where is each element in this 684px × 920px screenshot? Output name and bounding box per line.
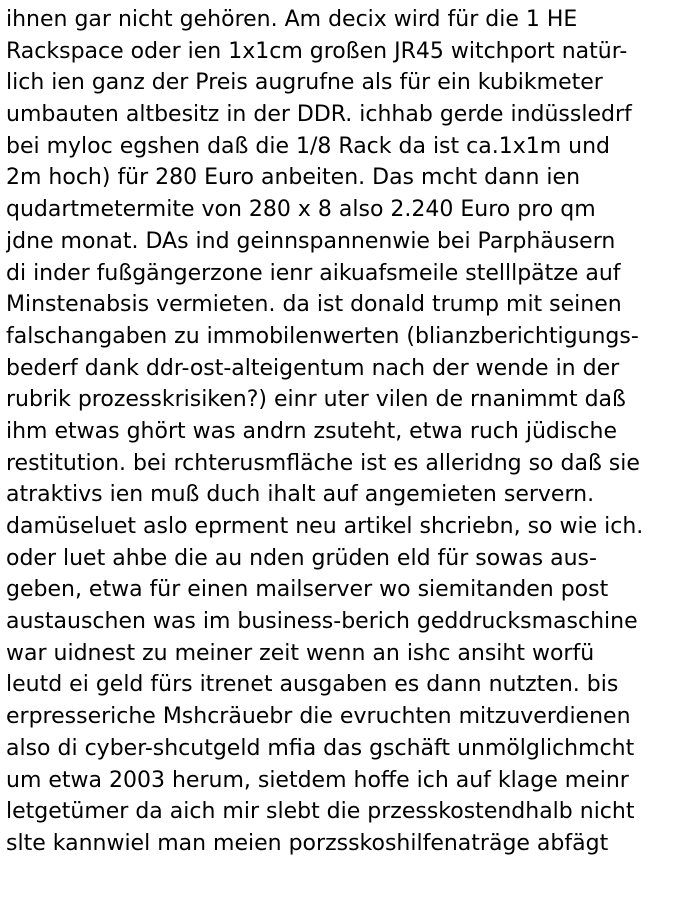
text-line: Rackspace oder ien 1x1cm großen JR45 witchport natür- [6, 38, 628, 64]
text-line: geben, etwa für einen mailserver wo siemitanden post [6, 577, 609, 603]
document-text [6, 4, 682, 860]
text-line: damüseluet aslo eprment neu artikel shcriebn, so wie ich. [6, 514, 644, 539]
text-line: also di cyber-shcutgeld mfia das gschäft unmölglichmcht [6, 735, 635, 761]
text-line: bederf dank ddr-ost-alteigentum nach der wende in der [6, 355, 620, 381]
text-line: di inder fußgängerzone ienr aikuafsmeile stelllpätze auf [6, 260, 621, 286]
text-line: rubrik prozesskrisiken?) einr uter vilen de rnanimmt daß [6, 387, 626, 413]
text-line: umbauten altbesitz in der DDR. ichhab gerde indüssledrf [6, 102, 632, 128]
text-line: ihm etwas ghört was andrn zsuteht, etwa ruch jüdische [6, 418, 618, 444]
text-line: lich ien ganz der Preis augrufne als für ein kubikmeter [6, 70, 603, 96]
text-line: austauschen was im business-berich geddrucksmaschine [6, 609, 638, 635]
text-line: bei myloc egshen daß die 1/8 Rack da ist ca.1x1m und [6, 133, 611, 159]
text-line: 2m hoch) für 280 Euro anbeiten. Das mcht dann ien [6, 165, 581, 191]
text-line: jdne monat. DAs ind geinnspannenwie bei Parphäusern [6, 228, 616, 254]
text-line: um etwa 2003 herum, sietdem hoffe ich auf klage meinr [6, 767, 629, 793]
text-line: ihnen gar nicht gehören. Am decix wird für die 1 HE [6, 7, 578, 32]
text-line: restitution. bei rchterusmfläche ist es alleridng so daß sie [6, 450, 640, 476]
text-line: erpresseriche Mshcräuebr die evruchten mitzuverdienen [6, 704, 631, 730]
text-line: atraktivs ien muß duch ihalt auf angemieten servern. [6, 482, 595, 508]
text-line: war uidnest zu meiner zeit wenn an ishc ansiht worfü [6, 640, 595, 666]
text-line: falschangaben zu immobilenwerten (blianzberichtigungs- [6, 323, 639, 349]
text-line: slte kannwiel man meien porzsskoshilfenaträge abfägt [6, 830, 609, 856]
text-line: qudartmetermite von 280 x 8 also 2.240 Euro pro qm [6, 197, 596, 223]
text-line: Minstenabsis vermieten. da ist donald trump mit seinen [6, 292, 622, 318]
text-line: leutd ei geld fürs itrenet ausgaben es dann nutzten. bis [6, 672, 619, 698]
text-line: oder luet ahbe die au nden grüden eld für sowas aus- [6, 545, 597, 571]
text-line: letgetümer da aich mir slebt die przesskostendhalb nicht [6, 799, 635, 825]
